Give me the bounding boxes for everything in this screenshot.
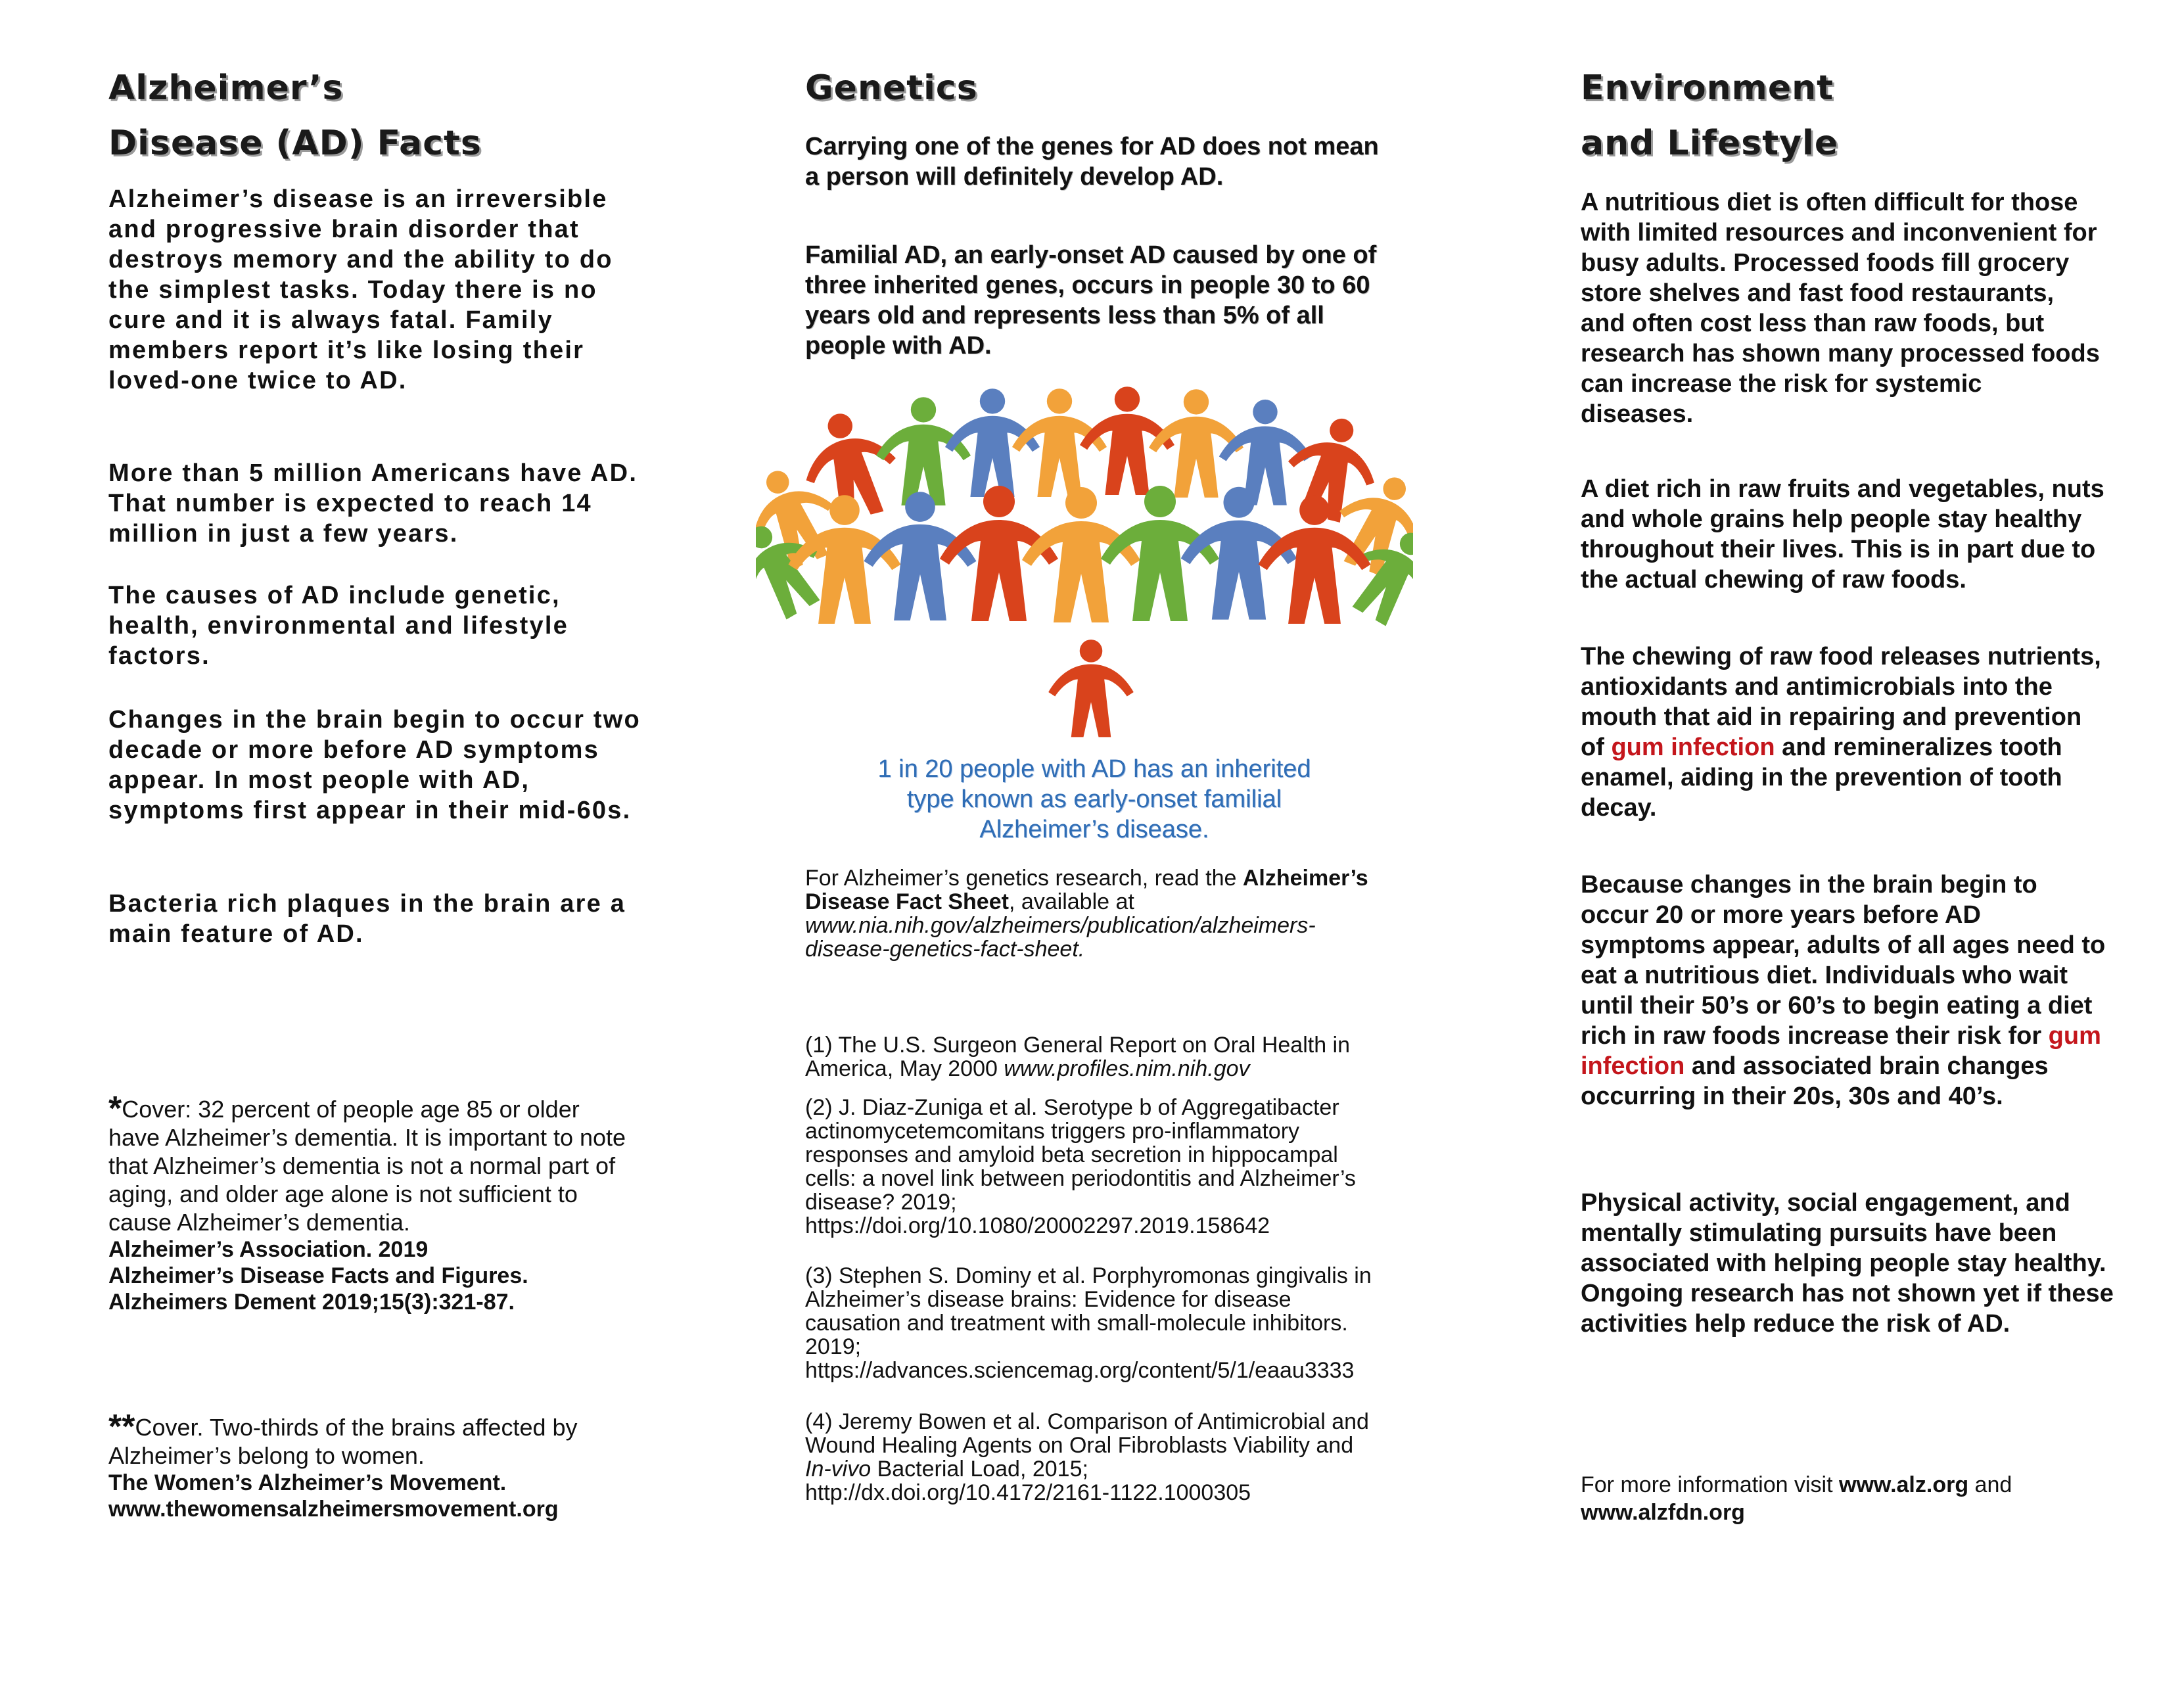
- left-para-5: Bacteria rich plaques in the brain are a main feature of AD.: [108, 890, 626, 948]
- reference-1-text: (1) The U.S. Surgeon General Report on Oral Health in America, May 2000: [805, 1033, 1351, 1081]
- figure-caption: [792, 754, 1397, 845]
- footnote-1-text: Cover: 32 percent of people age 85 or older have Alzheimer’s dementia. It is important to note that Alzheimer’s dementia is not a normal part of aging, and older age alone is not sufficient to cause Alzheimer’s dementia.: [108, 1096, 626, 1236]
- fact-sheet-url[interactable]: www.nia.nih.gov/alzheimers/publication/alzheimers-disease-genetics-fact-sheet.: [805, 913, 1316, 962]
- right-para-4-b: and associated brain changes occurring in their 20s, 30s and 40’s.: [1581, 1052, 2049, 1110]
- footnote-1-source-1: Alzheimer’s Association. 2019: [108, 1237, 429, 1262]
- genetics-intro-1: Carrying one of the genes for AD does not mean a person will definitely develop AD.: [805, 133, 1379, 191]
- left-title: [108, 60, 647, 171]
- person-icon: [1259, 495, 1371, 624]
- right-para-5: Physical activity, social engagement, and mentally stimulating pursuits have been associated with helping people stay healthy. Ongoing research has not shown yet if these activities help reduce the risk of AD.: [1581, 1189, 2114, 1338]
- footnote-1-source-3: Alzheimers Dement 2019;15(3):321-87.: [108, 1290, 515, 1315]
- figure-caption-line-3: Alzheimer’s disease.: [979, 816, 1209, 843]
- person-icon: [1022, 487, 1140, 622]
- right-para-2: A diet rich in raw fruits and vegetables, nuts and whole grains help people stay healthy throughout their lives. This is in part due to the actual chewing of raw foods.: [1581, 475, 2104, 594]
- right-para-3: [1581, 642, 2106, 823]
- more-info: [1581, 1471, 2106, 1526]
- gum-infection-emphasis-2: gum infection: [1581, 1022, 2101, 1080]
- reference-4-italic: In-vivo: [805, 1457, 871, 1482]
- genetics-title: Genetics: [805, 68, 978, 108]
- more-info-pre: For more information visit: [1581, 1472, 1839, 1497]
- reference-3: (3) Stephen S. Dominy et al. Porphyromonas gingivalis in Alzheimer’s disease brains: Evidence for disease causation and treatment with small-molecule inhibitors. 2019; https://advances.sciencemag.org/content/5/1/eaau3333: [805, 1263, 1372, 1383]
- left-para-4: Changes in the brain begin to occur two decade or more before AD symptoms appear. In most people with AD, symptoms first appear in their mid-60s.: [108, 706, 641, 824]
- reference-4-text-b: Bacterial Load, 2015; http://dx.doi.org/10.4172/2161-1122.1000305: [805, 1457, 1251, 1505]
- single-person-icon: [1048, 640, 1134, 737]
- footnote-1: [108, 1090, 628, 1315]
- right-para-4: [1581, 870, 2106, 1111]
- footnote-1-mark: *: [108, 1090, 122, 1128]
- person-icon: [1101, 486, 1219, 621]
- figure-caption-line-2: type known as early-onset familial: [906, 785, 1282, 813]
- genetics-research-note: [805, 866, 1377, 961]
- research-post: , available at: [1008, 889, 1134, 914]
- person-icon: [1012, 388, 1107, 497]
- right-para-1: A nutritious diet is often difficult for those with limited resources and inconvenient for busy adults. Processed foods fill grocery store shelves and fast food restaurants, and often cost less than raw foods, but research has shown many processed foods can increase the risk for systemic diseases.: [1581, 189, 2100, 428]
- reference-4: [805, 1410, 1383, 1505]
- alz-org-link[interactable]: www.alz.org: [1839, 1472, 1969, 1497]
- people-crowd-figure: [756, 385, 1413, 746]
- reference-4-text-a: (4) Jeremy Bowen et al. Comparison of Antimicrobial and Wound Healing Agents on Oral Fibroblasts Viability and: [805, 1409, 1369, 1458]
- reference-2: (2) J. Diaz-Zuniga et al. Serotype b of Aggregatibacter actinomycetemcomitans triggers pro-inflammatory responses and amyloid beta secretion in hippocampal cells: a novel link between periodontitis and Alzheimer’s disease? 2019; https://doi.org/10.1080/20002297.2019.158642: [805, 1095, 1356, 1238]
- right-para-3-b: and remineralizes tooth enamel, aiding in the prevention of tooth decay.: [1581, 734, 2062, 822]
- right-title-line1: Environment: [1581, 68, 1834, 108]
- genetics-intro-2: Familial AD, an early-onset AD caused by one of three inherited genes, occurs in people 30 to 60 years old and represents less than 5% of all people with AD.: [805, 241, 1377, 360]
- middle-column: [805, 0, 1410, 1682]
- person-icon: [1277, 408, 1387, 528]
- reference-1-url[interactable]: www.profiles.nim.nih.gov: [1004, 1056, 1250, 1081]
- person-icon: [876, 397, 971, 505]
- footnote-2-mark: **: [108, 1408, 135, 1446]
- right-title-line2: and Lifestyle: [1581, 124, 1839, 163]
- right-column: [1581, 0, 2120, 1682]
- left-para-2: More than 5 million Americans have AD. That number is expected to reach 14 million in just a few years.: [108, 459, 638, 548]
- right-para-3-a: The chewing of raw food releases nutrients, antioxidants and antimicrobials into the mouth that aid in repairing and prevention of: [1581, 643, 2101, 761]
- left-column: [108, 0, 647, 1682]
- left-para-3: The causes of AD include genetic, health, environmental and lifestyle factors.: [108, 582, 569, 670]
- fact-sheet-title: Alzheimer’s Disease Fact Sheet: [805, 866, 1368, 914]
- research-line: [805, 866, 1377, 914]
- research-pre: For Alzheimer’s genetics research, read the: [805, 866, 1237, 891]
- reference-1: [805, 1033, 1383, 1081]
- footnote-2-source-1: The Women’s Alzheimer’s Movement.: [108, 1470, 507, 1495]
- left-title-line1: Alzheimer’s: [108, 68, 344, 108]
- gum-infection-emphasis: gum infection: [1611, 734, 1775, 761]
- footnote-2-text: Cover. Two-thirds of the brains affected by Alzheimer’s belong to women.: [108, 1414, 578, 1469]
- left-title-line2: Disease (AD) Facts: [108, 124, 482, 163]
- right-para-4-a: Because changes in the brain begin to occur 20 or more years before AD symptoms appear, adults of all ages need to eat a nutritious diet. Individuals who wait until their 50’s or 60’s to begin eating a diet rich in raw foods increase their risk for: [1581, 871, 2106, 1050]
- footnote-2-source-2: www.thewomensalzheimersmovement.org: [108, 1497, 559, 1522]
- footnote-1-source-2: Alzheimer’s Disease Facts and Figures.: [108, 1263, 528, 1288]
- figure-caption-line-1: 1 in 20 people with AD has an inherited: [877, 755, 1311, 783]
- right-title: [1581, 60, 2120, 171]
- more-info-mid: and: [1968, 1472, 2012, 1497]
- footnote-2: [108, 1408, 634, 1522]
- alzfdn-org-link[interactable]: www.alzfdn.org: [1581, 1500, 1745, 1525]
- left-para-1: Alzheimer’s disease is an irreversible and progressive brain disorder that destroys memory and the ability to do the simplest tasks. Today there is no cure and it is always fatal. Family members report it’s like losing their loved-one twice to AD.: [108, 185, 613, 394]
